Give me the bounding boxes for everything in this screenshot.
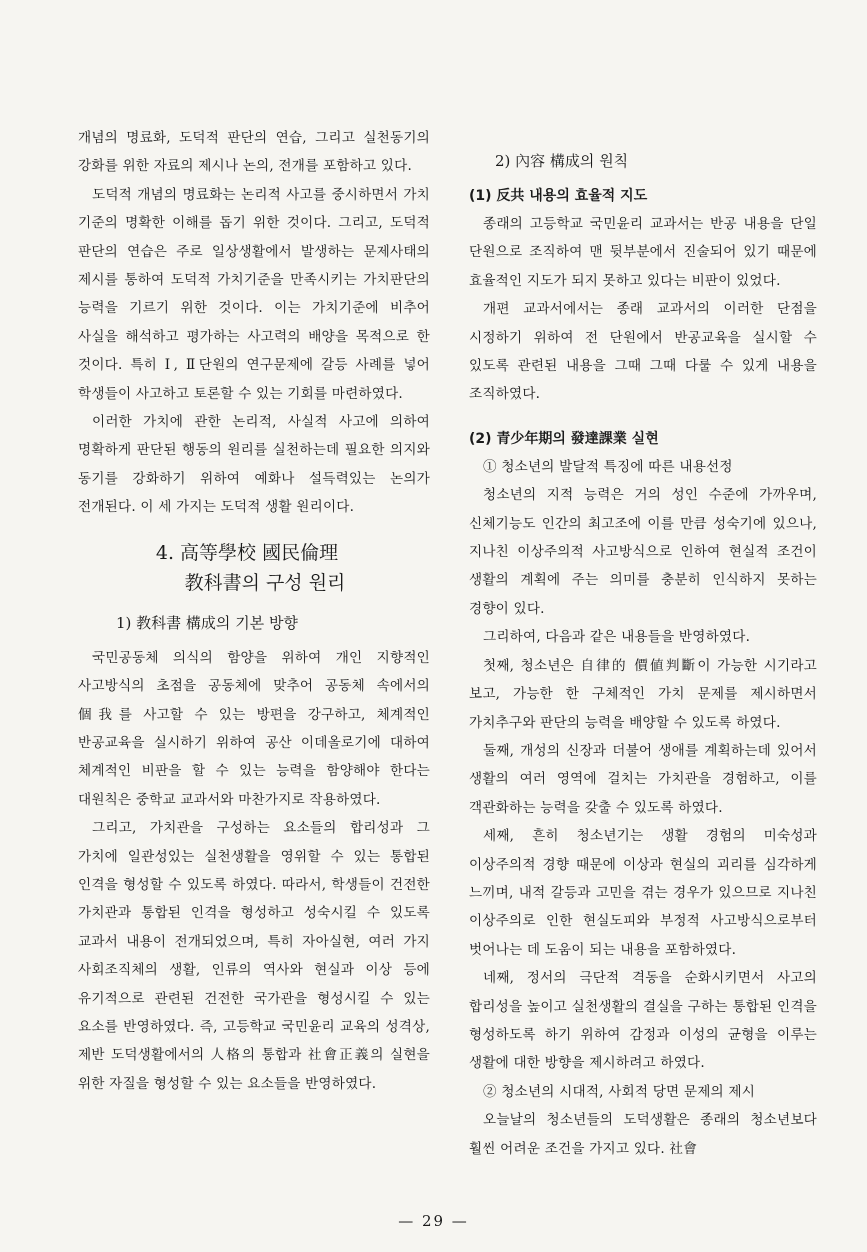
body-paragraph: 국민공동체 의식의 함양을 위하여 개인 지향적인 사고방식의 초점을 공동체에 맞추어 공동체 속에서의 個我를 사고할 수 있는 방편을 강구하고, 체계적인 반공교육을 실시하기 위하여 공산 이데올로기에 대하여 체계적인 비판을 할 수 있는 능력을 함양해야 한다는 대원칙은 중학교 교과서와 마찬가지로 작용하였다. bbox=[78, 649, 430, 808]
heading: (1) 反共 내용의 효율적 지도 bbox=[469, 188, 648, 204]
right-column bbox=[469, 124, 817, 1163]
list-item: ② 청소년의 시대적, 사회적 당면 문제의 제시 bbox=[483, 1083, 756, 1100]
subsection-title: 1) 教科書 構成의 기본 방향 bbox=[116, 613, 298, 632]
body-paragraph: 개편 교과서에서는 종래 교과서의 이러한 단점을 시정하기 위하여 전 단원에서 반공교육을 실시할 수 있도록 관련된 내용을 그때 그때 다룰 수 있게 내용을 조직하였다. bbox=[469, 301, 817, 403]
body-paragraph: 도덕적 개념의 명료화는 논리적 사고를 중시하면서 가치 기준의 명확한 이해를 돕기 위한 것이다. 그리고, 도덕적 판단의 연습은 주로 일상생활에서 발생하는 문제사태의 제시를 통하여 도덕적 가치기준을 만족시키는 가치판단의 능력을 기르기 위한 것이다. 이는 가치기준에 비추어 사실을 해석하고 평가하는 사고력의 배양을 목적으로 한 것이다. 특히 Ⅰ, Ⅱ단원의 연구문제에 갈등 사례를 넣어 학생들이 사고하고 토론할 수 있는 기회를 마련하였다. bbox=[78, 186, 430, 402]
body-paragraph: 네째, 정서의 극단적 격동을 순화시키면서 사고의 합리성을 높이고 실천생활의 결실을 구하는 통합된 인격을 형성하도록 하기 위하여 감정과 이성의 균형을 이루는 생활에 대한 방향을 제시하려고 하였다. bbox=[469, 970, 817, 1072]
list-item: ① 청소년의 발달적 특징에 따른 내용선정 bbox=[483, 458, 733, 475]
body-paragraph: 첫째, 청소년은 自律的 價値判斷이 가능한 시기라고 보고, 가능한 한 구체적인 가치 문제를 제시하면서 가치추구와 판단의 능력을 배양할 수 있도록 하였다. bbox=[469, 657, 817, 731]
body-paragraph: 청소년의 지적 능력은 거의 성인 수준에 가까우며, 신체기능도 인간의 최고조에 이를 만큼 성숙기에 있으나, 지나친 이상주의적 사고방식으로 인하여 현실적 조건이 생활의 계획에 주는 의미를 충분히 인식하지 못하는 경향이 있다. bbox=[469, 487, 817, 617]
subsection-title: 2) 內容 構成의 원칙 bbox=[495, 152, 629, 170]
body-paragraph: 둘째, 개성의 신장과 더불어 생애를 계획하는데 있어서 생활의 여러 영역에 걸치는 가치관을 경험하고, 이를 객관화하는 능력을 갖출 수 있도록 하였다. bbox=[469, 742, 817, 816]
body-paragraph: 이러한 가치에 관한 논리적, 사실적 사고에 의하여 명확하게 판단된 행동의 원리를 실천하는데 필요한 의지와 동기를 강화하기 위하여 예화나 설득력있는 논의가 전개된다. 이 세 가지는 도덕적 생활 원리이다. bbox=[78, 414, 430, 516]
body-paragraph: 세째, 흔히 청소년기는 생활 경험의 미숙성과 이상주의적 경향 때문에 이상과 현실의 괴리를 심각하게 느끼며, 내적 갈등과 고민을 겪는 경우가 있으므로 지나친 이상주의로 인한 현실도피와 부정적 사고방식으로부터 벗어나는 데 도움이 되는 내용을 포함하였다. bbox=[469, 828, 817, 958]
section-title bbox=[78, 538, 430, 598]
page-number: — 29 — bbox=[398, 1212, 469, 1230]
body-paragraph: 그리하여, 다음과 같은 내용들을 반영하였다. bbox=[483, 629, 751, 646]
section-title-line: 4. 高等學校 國民倫理 bbox=[155, 541, 339, 564]
body-paragraph: 개념의 명료화, 도덕적 판단의 연습, 그리고 실천동기의 강화를 위한 자료의 제시나 논의, 전개를 포함하고 있다. bbox=[78, 130, 430, 175]
section-title-line: 教科書의 구성 원리 bbox=[184, 571, 346, 594]
body-paragraph: 그리고, 가치관을 구성하는 요소들의 합리성과 그 가치에 일관성있는 실천생활을 영위할 수 있는 통합된 인격을 형성할 수 있도록 하였다. 따라서, 학생들이 건전한 가치관과 통합된 인격을 형성하고 성숙시킬 수 있도록 교과서 내용이 전개되었으며, 특히 자아실현, 여러 가지 사회조직체의 생활, 인류의 역사와 현실과 이상 등에 유기적으로 관련된 건전한 국가관을 형성시킬 수 있는 요소를 반영하였다. 즉, 고등학교 국민윤리 교육의 성격상, 제반 도덕생활에서의 人格의 통합과 社會正義의 실현을 위한 자질을 형성할 수 있는 요소들을 반영하였다. bbox=[78, 820, 430, 1092]
heading: (2) 青少年期의 發達課業 실현 bbox=[469, 430, 659, 447]
left-column bbox=[78, 124, 430, 1098]
body-paragraph: 종래의 고등학교 국민윤리 교과서는 반공 내용을 단일 단원으로 조직하여 맨 뒷부분에서 진술되어 있기 때문에 효율적인 지도가 되지 못하고 있다는 비판이 있었다. bbox=[469, 216, 817, 289]
body-paragraph: 오늘날의 청소년들의 도덕생활은 종래의 청소년보다 훨씬 어려운 조건을 가지고 있다. 社會 bbox=[469, 1112, 817, 1157]
